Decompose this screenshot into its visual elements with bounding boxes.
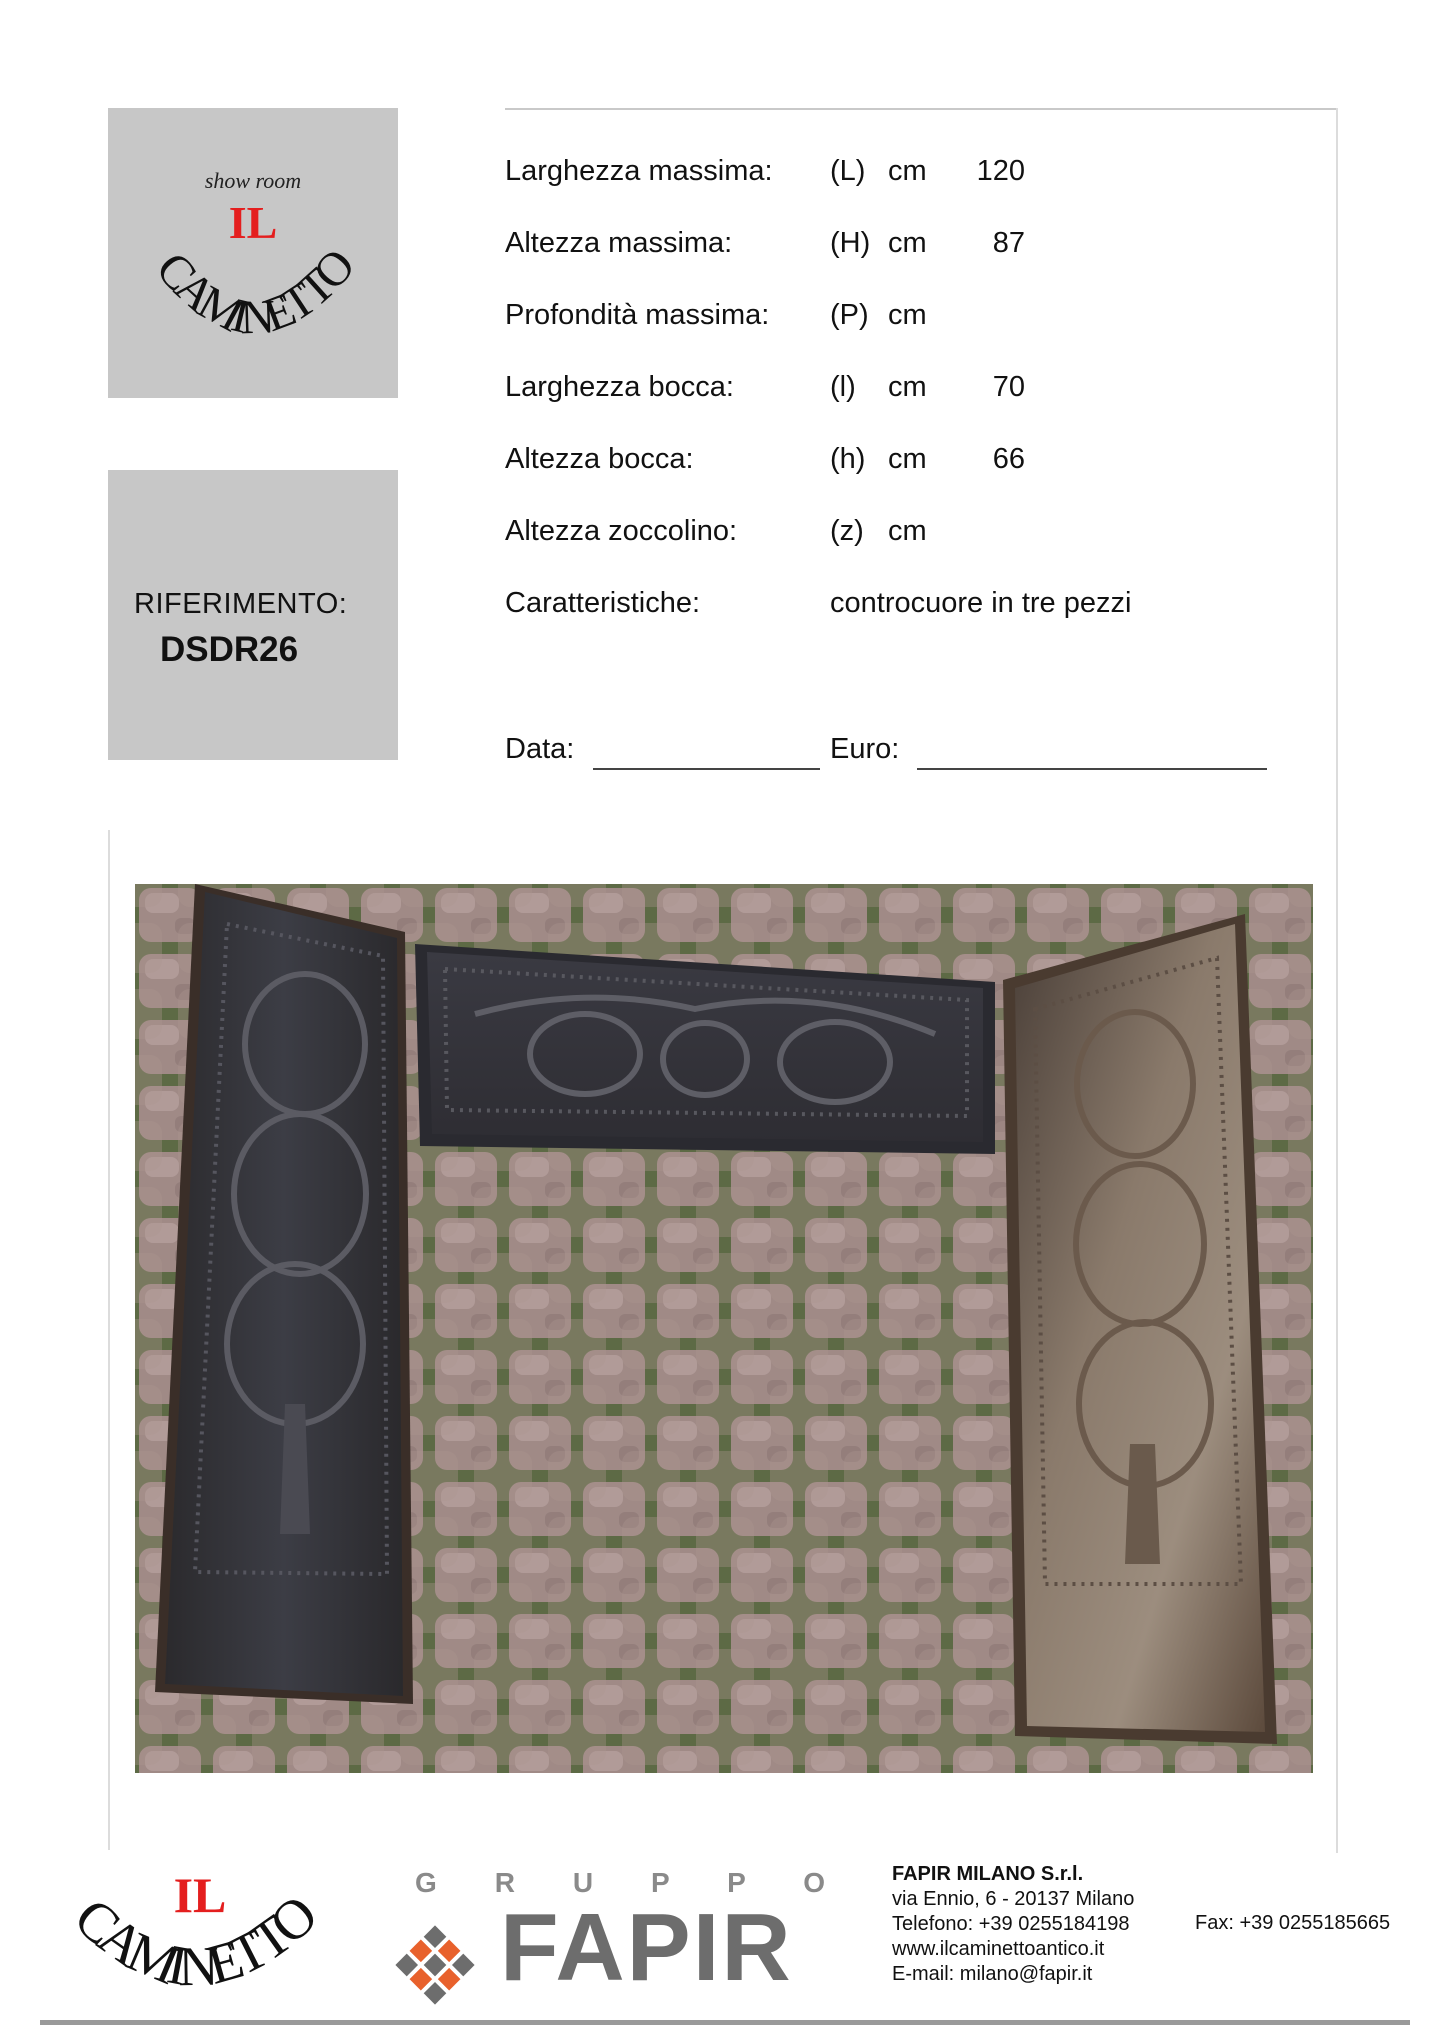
reference-label: RIFERIMENTO: (134, 588, 348, 620)
footer-logo-caminetto: CAMINETTO (62, 1886, 327, 1999)
footer-rule (40, 2020, 1410, 2025)
right-side-panel (1003, 914, 1277, 1744)
showroom-logo (108, 108, 398, 398)
spec-symbol: (H) (830, 227, 871, 259)
left-side-panel (155, 884, 413, 1704)
fapir-brand: FAPIR (500, 1894, 793, 2001)
frame-right-line (1336, 108, 1338, 1853)
spec-label: Profondità massima: (505, 299, 770, 331)
company-address: via Ennio, 6 - 20137 Milano (892, 1888, 1135, 1910)
logo-il-text: IL (228, 197, 278, 248)
characteristics-label: Caratteristiche: (505, 587, 701, 619)
spec-unit: cm (888, 515, 927, 547)
spec-symbol: (l) (830, 371, 856, 403)
company-phone: Telefono: +39 0255184198 (892, 1913, 1130, 1935)
svg-text:G R U P P O: G R U P P O (415, 1867, 825, 1898)
price-blank-field[interactable] (917, 768, 1267, 770)
spec-unit: cm (888, 371, 927, 403)
spec-unit: cm (888, 299, 927, 331)
product-photo (135, 884, 1313, 1773)
price-label: Euro: (830, 733, 900, 765)
fapir-diamond-icon (385, 1915, 485, 2015)
footer-logo-il: IL (173, 1867, 227, 1923)
spec-unit: cm (888, 443, 927, 475)
spec-symbol: (L) (830, 155, 866, 187)
company-fax: Fax: +39 0255185665 (1195, 1912, 1391, 1934)
frame-top-line (505, 108, 1337, 110)
showroom-text: show room (204, 168, 302, 193)
spec-value: 70 (992, 371, 1025, 403)
company-website[interactable]: www.ilcaminettoantico.it (892, 1938, 1105, 1960)
contact-block (892, 1862, 1134, 1987)
company-name: FAPIR MILANO S.r.l. (892, 1863, 1084, 1885)
frame-left-line (108, 830, 110, 1850)
footer-caminetto-logo (35, 1860, 355, 2010)
reference-code: DSDR26 (160, 630, 299, 669)
spec-label: Larghezza bocca: (505, 371, 734, 403)
spec-value: 120 (976, 155, 1025, 187)
spec-label: Larghezza massima: (505, 155, 773, 187)
date-label: Data: (505, 733, 575, 765)
logo-caminetto-text: CAMINETTO (145, 241, 363, 345)
company-email[interactable]: E-mail: milano@fapir.it (892, 1963, 1093, 1985)
spec-value: 87 (992, 227, 1025, 259)
spec-symbol: (h) (830, 443, 866, 475)
caminetto-logo-graphic (108, 108, 398, 398)
spec-unit: cm (888, 155, 927, 187)
spec-symbol: (P) (830, 299, 869, 331)
spec-label: Altezza bocca: (505, 443, 694, 475)
characteristics-value: controcuore in tre pezzi (830, 587, 1132, 619)
spec-label: Altezza zoccolino: (505, 515, 738, 547)
reference-box (108, 470, 398, 760)
spec-symbol: (z) (830, 515, 864, 547)
spec-value: 66 (992, 443, 1025, 475)
date-blank-field[interactable] (593, 768, 820, 770)
spec-label: Altezza massima: (505, 227, 733, 259)
spec-unit: cm (888, 227, 927, 259)
